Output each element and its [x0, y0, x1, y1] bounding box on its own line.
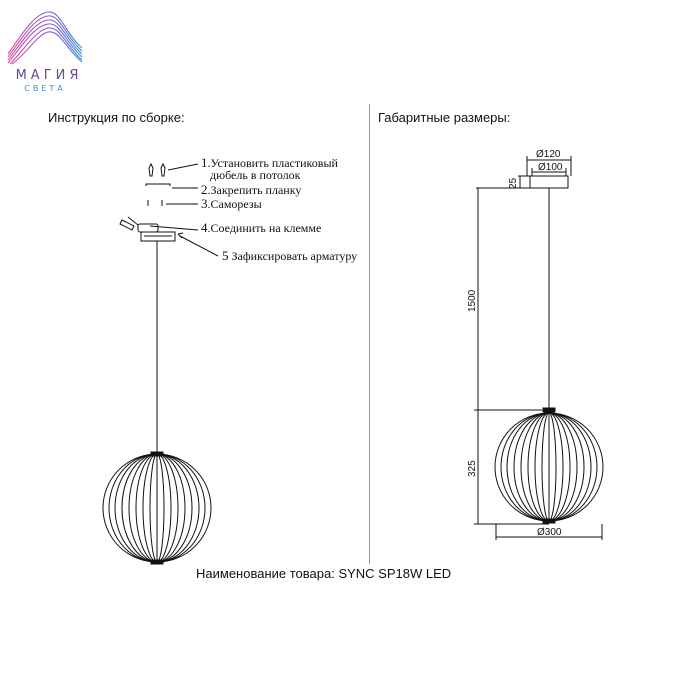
canopy-height-label: 25: [508, 177, 519, 189]
dowel-icon: [149, 164, 165, 176]
assembly-instructions-heading: Инструкция по сборке:: [48, 110, 185, 125]
step-1-leader: [168, 164, 198, 170]
canopy-icon: [141, 232, 175, 241]
logo-word-primary: МАГИЯ: [15, 68, 83, 83]
step-text: .Установить пластиковый: [207, 156, 338, 170]
shade-diameter-label: Ø300: [537, 527, 562, 538]
terminal-block-icon: [120, 217, 158, 232]
step-number: 5: [222, 248, 229, 263]
step-number: 4: [201, 220, 208, 235]
step-number: 2: [201, 182, 208, 197]
screw-icon: [148, 200, 162, 206]
step-4-leader: [150, 226, 198, 230]
step-text: .Закрепить планку: [207, 183, 302, 197]
canopy-outer-diameter-label: Ø120: [536, 149, 561, 160]
step-text: .Соединить на клемме: [207, 221, 322, 235]
dimensions-heading: Габаритные размеры:: [378, 110, 511, 125]
step-text: Зафиксировать арматуру: [228, 249, 358, 263]
spherical-shade: [495, 408, 603, 523]
step-number: 3: [201, 196, 208, 211]
step-text-continued: дюбель в потолок: [210, 168, 301, 182]
product-name: Наименование товара: SYNC SP18W LED: [196, 566, 452, 581]
logo-word-secondary: СВЕТА: [24, 84, 66, 93]
step-number: 1: [201, 155, 208, 170]
step-5-leader: [180, 236, 218, 256]
dimension-drawing: [370, 0, 700, 600]
step-text: .Саморезы: [207, 197, 262, 211]
canopy-outline: [530, 176, 568, 188]
cable-length-label: 1500: [467, 289, 478, 312]
assembly-drawing: [0, 0, 370, 600]
canopy-inner-diameter-label: Ø100: [538, 162, 563, 173]
spherical-shade: [103, 452, 211, 564]
mounting-bar-icon: [146, 184, 170, 186]
shade-height-label: 325: [467, 460, 478, 477]
